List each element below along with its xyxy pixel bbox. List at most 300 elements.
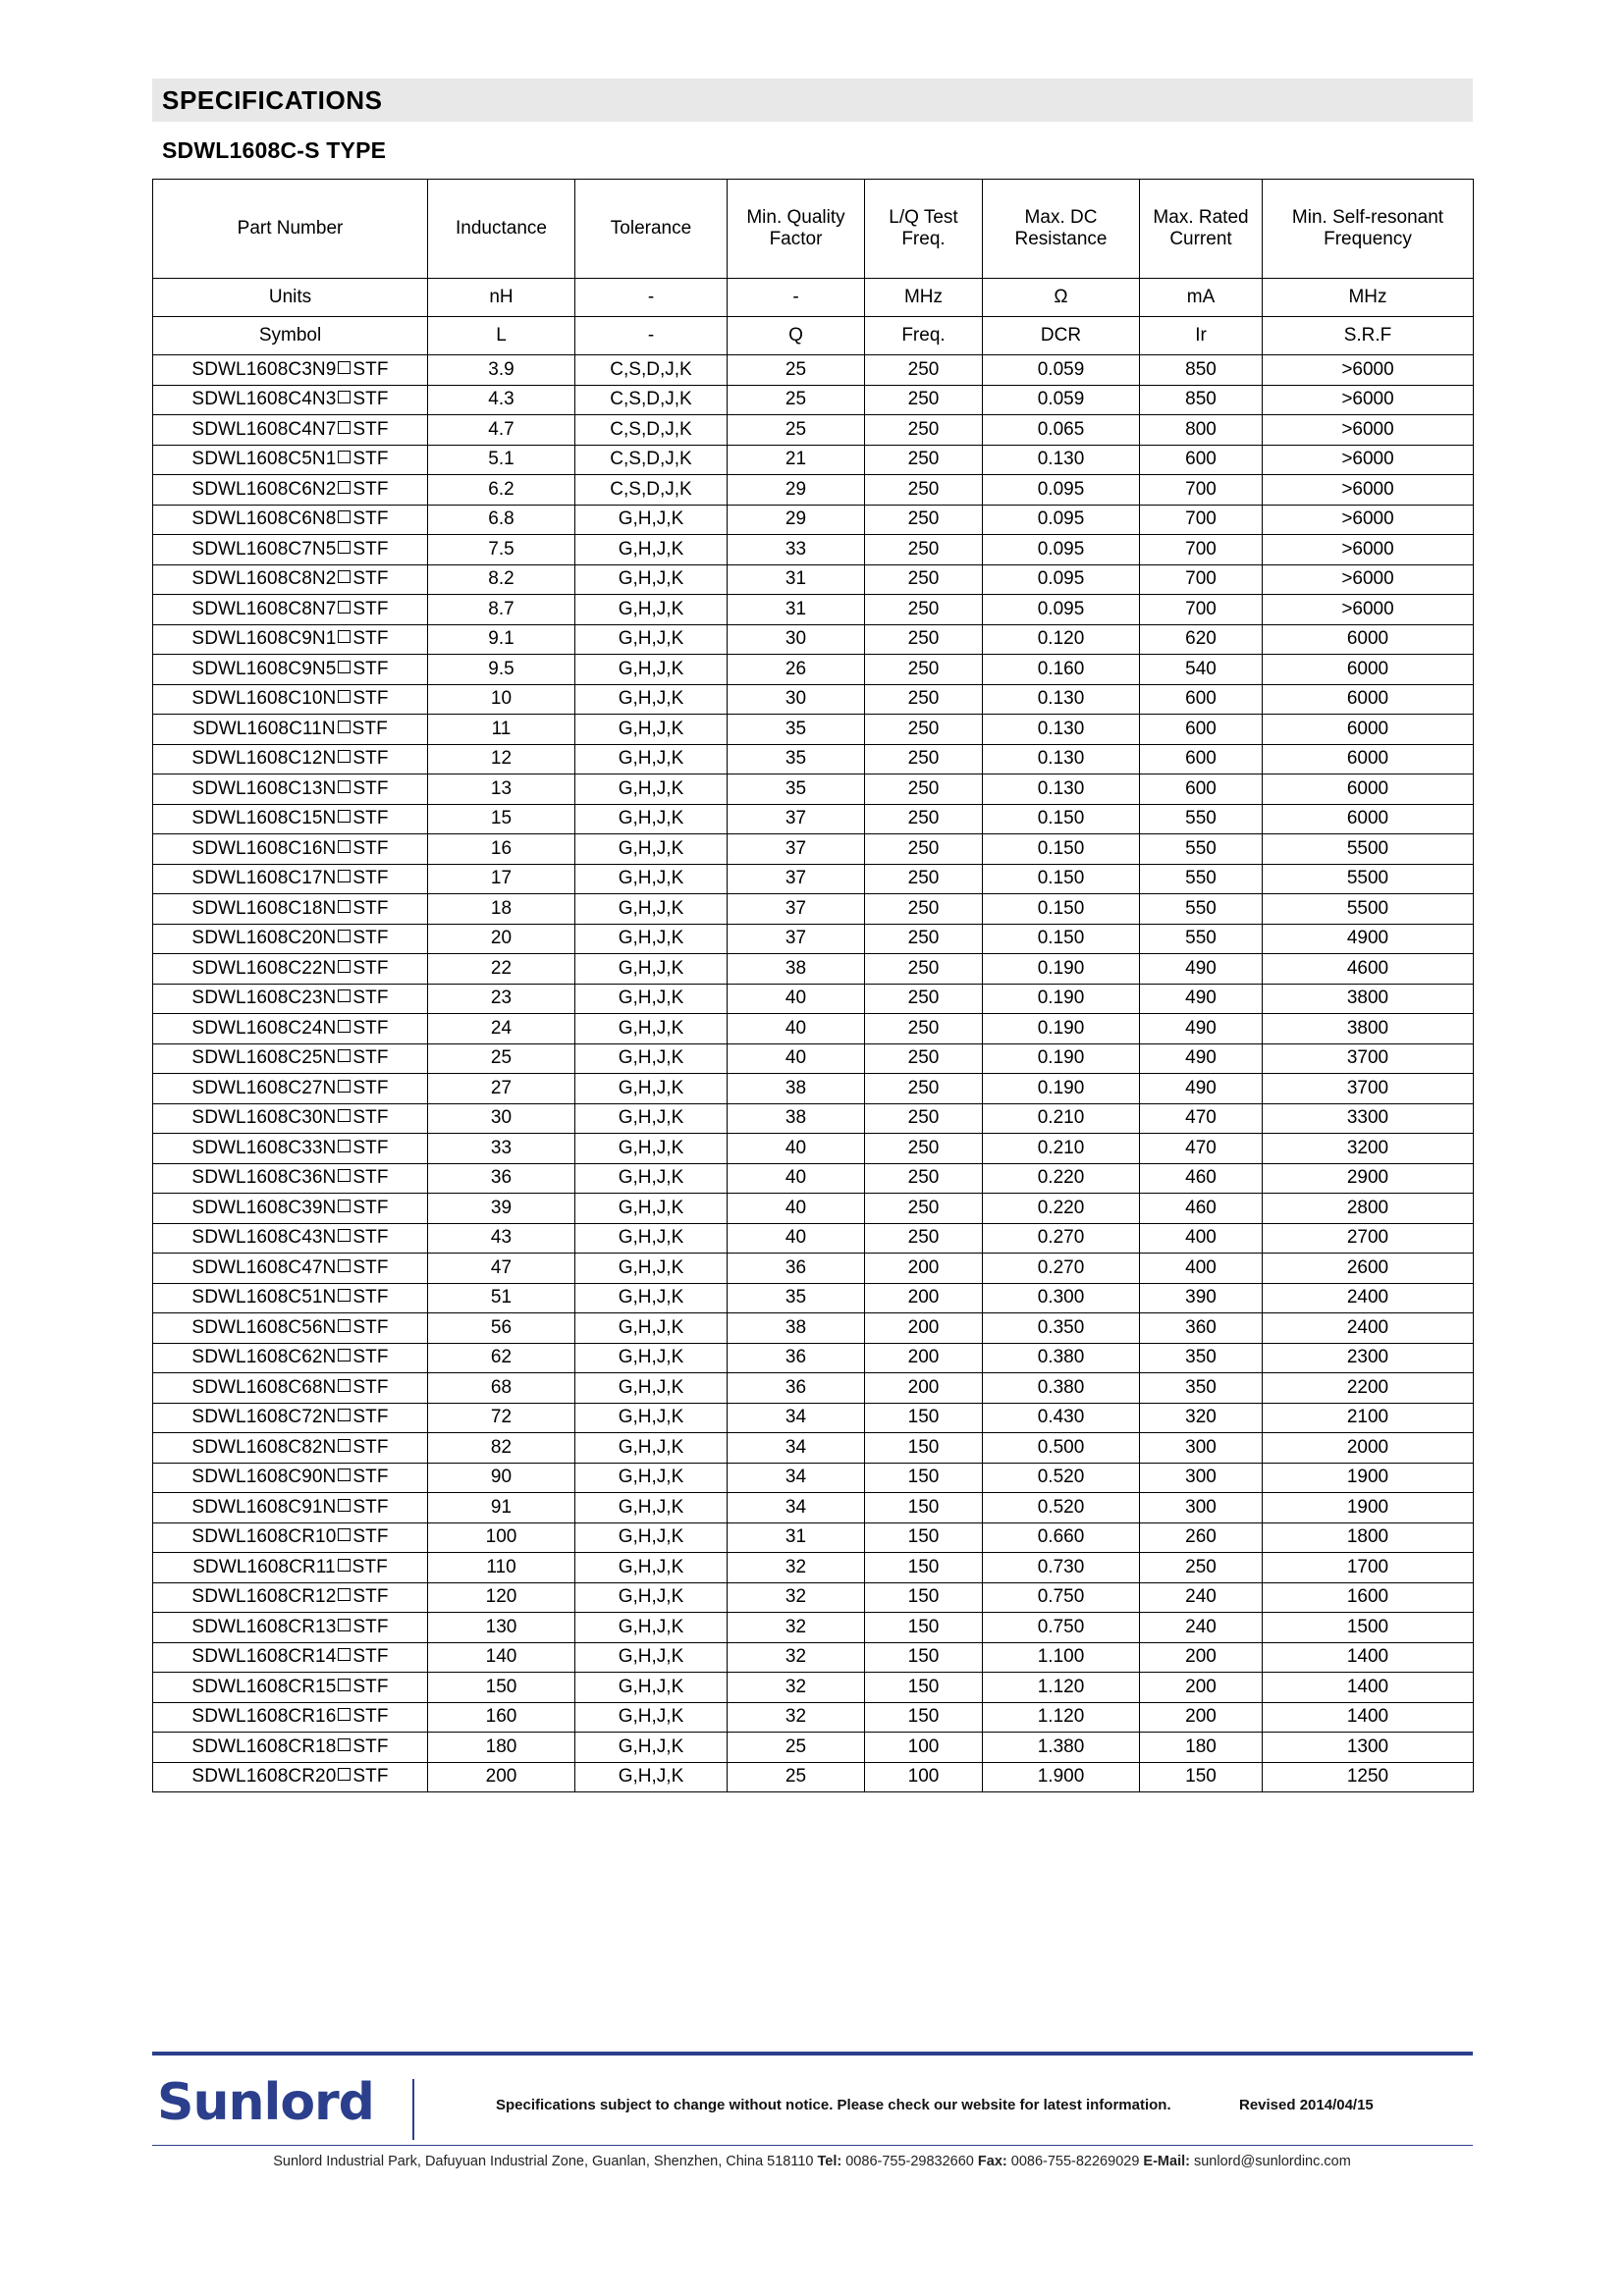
cell-tolerance: G,H,J,K: [575, 1403, 728, 1433]
part-number-prefix: SDWL1608C12N: [191, 748, 337, 770]
cell-inductance: 68: [428, 1373, 575, 1404]
cell-tolerance: G,H,J,K: [575, 564, 728, 595]
cell-tolerance: C,S,D,J,K: [575, 355, 728, 386]
part-number-prefix: SDWL1608C8N2: [191, 568, 337, 590]
part-number-suffix: STF: [352, 748, 389, 770]
cell-max-rated-current: 360: [1140, 1313, 1263, 1344]
cell-inductance: 25: [428, 1043, 575, 1074]
part-number-suffix: STF: [352, 1676, 389, 1697]
cell-max-rated-current: 460: [1140, 1163, 1263, 1194]
part-number-prefix: SDWL1608C3N9: [191, 358, 337, 380]
cell-min-quality-factor: 32: [728, 1613, 865, 1643]
cell-tolerance: C,S,D,J,K: [575, 475, 728, 506]
cell-lq-test-freq: 250: [865, 655, 983, 685]
part-number-prefix: SDWL1608C72N: [191, 1407, 337, 1428]
cell-tolerance: C,S,D,J,K: [575, 385, 728, 415]
cell-min-quality-factor: 38: [728, 1313, 865, 1344]
cell-lq-test-freq: 250: [865, 894, 983, 925]
cell-inductance: 12: [428, 744, 575, 774]
cell-tolerance: G,H,J,K: [575, 1134, 728, 1164]
cell-max-rated-current: 800: [1140, 415, 1263, 446]
part-number-prefix: SDWL1608CR14: [191, 1646, 337, 1668]
tolerance-placeholder-box-icon: [338, 930, 351, 942]
cell-max-rated-current: 700: [1140, 595, 1263, 625]
part-number-prefix: SDWL1608C56N: [191, 1316, 337, 1338]
cell-min-self-resonant-frequency: 2100: [1263, 1403, 1474, 1433]
cell-min-quality-factor: 34: [728, 1433, 865, 1464]
cell-max-rated-current: 320: [1140, 1403, 1263, 1433]
cell-inductance: 47: [428, 1254, 575, 1284]
cell-max-rated-current: 250: [1140, 1553, 1263, 1583]
cell-tolerance: G,H,J,K: [575, 535, 728, 565]
part-number-prefix: SDWL1608C51N: [191, 1287, 337, 1308]
cell-lq-test-freq: 100: [865, 1762, 983, 1792]
tolerance-placeholder-box-icon: [338, 750, 351, 763]
cell-inductance: 9.5: [428, 655, 575, 685]
cell-tolerance: G,H,J,K: [575, 804, 728, 834]
cell-tolerance: C,S,D,J,K: [575, 445, 728, 475]
table-row: [153, 1074, 1474, 1104]
part-number-prefix: SDWL1608C9N1: [191, 628, 337, 650]
part-number-prefix: SDWL1608C22N: [191, 957, 337, 979]
cell-min-self-resonant-frequency: 1900: [1263, 1463, 1474, 1493]
tolerance-placeholder-box-icon: [338, 840, 351, 853]
part-number-prefix: SDWL1608C47N: [191, 1256, 337, 1278]
cell-lq-test-freq: 250: [865, 1043, 983, 1074]
cell-inductance: 91: [428, 1493, 575, 1523]
cell-max-dc-resistance: 0.190: [983, 1074, 1140, 1104]
cell-min-quality-factor: 38: [728, 954, 865, 985]
symbol-label: Symbol: [153, 317, 428, 355]
cell-part-number: [153, 984, 428, 1014]
part-number-prefix: SDWL1608C15N: [191, 808, 337, 829]
cell-min-quality-factor: 31: [728, 1522, 865, 1553]
cell-inductance: 110: [428, 1553, 575, 1583]
cell-lq-test-freq: 250: [865, 1103, 983, 1134]
footer-vertical-divider: [412, 2079, 414, 2140]
part-number-suffix: STF: [352, 897, 389, 919]
cell-lq-test-freq: 200: [865, 1343, 983, 1373]
cell-part-number: [153, 1403, 428, 1433]
column-header-min-quality-factor: Min. Quality Factor: [728, 180, 865, 279]
cell-tolerance: G,H,J,K: [575, 1163, 728, 1194]
cell-part-number: [153, 1254, 428, 1284]
cell-part-number: [153, 535, 428, 565]
cell-min-quality-factor: 32: [728, 1673, 865, 1703]
cell-max-dc-resistance: 0.220: [983, 1194, 1140, 1224]
tolerance-placeholder-box-icon: [338, 1588, 351, 1601]
cell-lq-test-freq: 200: [865, 1283, 983, 1313]
table-row: [153, 1194, 1474, 1224]
cell-inductance: 3.9: [428, 355, 575, 386]
part-number-suffix: STF: [352, 688, 389, 710]
part-number-suffix: STF: [352, 868, 389, 889]
footer-revision-date: Revised 2014/04/15: [1239, 2097, 1374, 2113]
cell-lq-test-freq: 150: [865, 1433, 983, 1464]
cell-max-rated-current: 350: [1140, 1373, 1263, 1404]
part-number-prefix: SDWL1608C7N5: [191, 538, 337, 560]
symbol-dc-resistance: DCR: [983, 317, 1140, 355]
cell-min-self-resonant-frequency: 1600: [1263, 1582, 1474, 1613]
table-row: [153, 1493, 1474, 1523]
cell-max-dc-resistance: 0.120: [983, 624, 1140, 655]
table-row: [153, 715, 1474, 745]
part-number-suffix: STF: [352, 418, 389, 440]
cell-tolerance: G,H,J,K: [575, 1433, 728, 1464]
cell-min-self-resonant-frequency: 1800: [1263, 1522, 1474, 1553]
table-row: [153, 445, 1474, 475]
column-header-tolerance: Tolerance: [575, 180, 728, 279]
cell-min-quality-factor: 40: [728, 1014, 865, 1044]
cell-min-self-resonant-frequency: 3200: [1263, 1134, 1474, 1164]
cell-tolerance: G,H,J,K: [575, 1463, 728, 1493]
cell-part-number: [153, 1762, 428, 1792]
cell-min-quality-factor: 37: [728, 804, 865, 834]
cell-tolerance: G,H,J,K: [575, 595, 728, 625]
part-number-suffix: STF: [352, 988, 389, 1009]
cell-max-rated-current: 350: [1140, 1343, 1263, 1373]
cell-max-rated-current: 260: [1140, 1522, 1263, 1553]
cell-min-self-resonant-frequency: 6000: [1263, 684, 1474, 715]
cell-tolerance: G,H,J,K: [575, 1074, 728, 1104]
cell-max-rated-current: 200: [1140, 1673, 1263, 1703]
cell-min-self-resonant-frequency: 2800: [1263, 1194, 1474, 1224]
part-number-suffix: STF: [352, 1316, 389, 1338]
part-number-suffix: STF: [352, 449, 389, 470]
cell-lq-test-freq: 250: [865, 684, 983, 715]
part-number-prefix: SDWL1608C27N: [191, 1077, 337, 1098]
tolerance-placeholder-box-icon: [338, 1439, 351, 1452]
cell-max-dc-resistance: 1.380: [983, 1733, 1140, 1763]
table-row: [153, 1582, 1474, 1613]
cell-max-rated-current: 490: [1140, 954, 1263, 985]
cell-part-number: [153, 1582, 428, 1613]
tolerance-placeholder-box-icon: [338, 1200, 351, 1212]
table-row: [153, 385, 1474, 415]
units-test-freq: MHz: [865, 279, 983, 317]
cell-max-dc-resistance: 1.100: [983, 1642, 1140, 1673]
cell-tolerance: G,H,J,K: [575, 984, 728, 1014]
cell-min-self-resonant-frequency: 5500: [1263, 864, 1474, 894]
specifications-header-bar: [152, 79, 1473, 122]
cell-lq-test-freq: 250: [865, 564, 983, 595]
cell-inductance: 140: [428, 1642, 575, 1673]
part-number-prefix: SDWL1608C9N5: [191, 658, 337, 679]
cell-min-quality-factor: 40: [728, 1163, 865, 1194]
cell-max-dc-resistance: 0.130: [983, 715, 1140, 745]
part-number-prefix: SDWL1608C11N: [192, 718, 336, 739]
cell-min-self-resonant-frequency: 2900: [1263, 1163, 1474, 1194]
cell-max-rated-current: 400: [1140, 1223, 1263, 1254]
tolerance-placeholder-box-icon: [338, 810, 351, 823]
part-number-prefix: SDWL1608CR20: [191, 1766, 337, 1788]
cell-min-quality-factor: 40: [728, 1134, 865, 1164]
cell-max-rated-current: 550: [1140, 804, 1263, 834]
cell-inductance: 120: [428, 1582, 575, 1613]
cell-lq-test-freq: 250: [865, 1194, 983, 1224]
cell-min-self-resonant-frequency: 1900: [1263, 1493, 1474, 1523]
cell-part-number: [153, 445, 428, 475]
column-header-lq-test-freq: L/Q Test Freq.: [865, 180, 983, 279]
cell-part-number: [153, 1522, 428, 1553]
part-number-prefix: SDWL1608CR13: [191, 1616, 337, 1637]
cell-max-dc-resistance: 0.430: [983, 1403, 1140, 1433]
cell-min-quality-factor: 29: [728, 505, 865, 535]
cell-lq-test-freq: 150: [865, 1673, 983, 1703]
table-row: [153, 1283, 1474, 1313]
cell-lq-test-freq: 150: [865, 1553, 983, 1583]
cell-min-quality-factor: 30: [728, 624, 865, 655]
cell-tolerance: G,H,J,K: [575, 1014, 728, 1044]
cell-inductance: 33: [428, 1134, 575, 1164]
column-header-inductance: Inductance: [428, 180, 575, 279]
table-row: [153, 834, 1474, 865]
cell-min-quality-factor: 32: [728, 1582, 865, 1613]
cell-tolerance: G,H,J,K: [575, 1553, 728, 1583]
cell-min-quality-factor: 34: [728, 1493, 865, 1523]
cell-max-dc-resistance: 0.350: [983, 1313, 1140, 1344]
table-row: [153, 595, 1474, 625]
tolerance-placeholder-box-icon: [338, 989, 351, 1002]
cell-max-dc-resistance: 0.210: [983, 1103, 1140, 1134]
cell-part-number: [153, 1043, 428, 1074]
tolerance-placeholder-box-icon: [338, 1169, 351, 1182]
cell-max-rated-current: 550: [1140, 834, 1263, 865]
cell-tolerance: G,H,J,K: [575, 655, 728, 685]
tolerance-placeholder-box-icon: [338, 900, 351, 913]
part-number-suffix: STF: [352, 389, 389, 410]
part-number-suffix: STF: [352, 1616, 389, 1637]
cell-min-quality-factor: 35: [728, 1283, 865, 1313]
part-number-prefix: SDWL1608C20N: [191, 928, 337, 949]
part-number-prefix: SDWL1608C23N: [191, 988, 337, 1009]
cell-lq-test-freq: 250: [865, 595, 983, 625]
company-logo: Sunlord: [157, 2073, 374, 2132]
cell-min-self-resonant-frequency: 1400: [1263, 1642, 1474, 1673]
table-row: [153, 1163, 1474, 1194]
tolerance-placeholder-box-icon: [338, 1020, 351, 1033]
cell-lq-test-freq: 150: [865, 1403, 983, 1433]
table-row: [153, 1343, 1474, 1373]
cell-min-self-resonant-frequency: 3300: [1263, 1103, 1474, 1134]
cell-part-number: [153, 864, 428, 894]
part-number-prefix: SDWL1608C91N: [191, 1496, 337, 1518]
cell-min-self-resonant-frequency: 2200: [1263, 1373, 1474, 1404]
cell-max-rated-current: 850: [1140, 385, 1263, 415]
cell-max-dc-resistance: 0.660: [983, 1522, 1140, 1553]
part-number-suffix: STF: [352, 1137, 389, 1158]
cell-tolerance: G,H,J,K: [575, 1642, 728, 1673]
cell-inductance: 8.2: [428, 564, 575, 595]
part-number-suffix: STF: [352, 1706, 389, 1728]
cell-tolerance: G,H,J,K: [575, 1582, 728, 1613]
cell-tolerance: G,H,J,K: [575, 1103, 728, 1134]
tolerance-placeholder-box-icon: [338, 1409, 351, 1421]
part-number-suffix: STF: [352, 808, 389, 829]
part-number-prefix: SDWL1608C18N: [191, 897, 337, 919]
cell-part-number: [153, 415, 428, 446]
cell-max-rated-current: 470: [1140, 1103, 1263, 1134]
cell-max-rated-current: 490: [1140, 984, 1263, 1014]
cell-min-quality-factor: 34: [728, 1403, 865, 1433]
table-row: [153, 1642, 1474, 1673]
cell-min-quality-factor: 35: [728, 744, 865, 774]
cell-tolerance: G,H,J,K: [575, 1733, 728, 1763]
footer-fax-label: Fax:: [977, 2154, 1007, 2169]
table-row: [153, 924, 1474, 954]
cell-min-self-resonant-frequency: 1400: [1263, 1702, 1474, 1733]
table-row: [153, 1433, 1474, 1464]
cell-lq-test-freq: 250: [865, 475, 983, 506]
part-number-suffix: STF: [352, 1467, 389, 1488]
cell-inductance: 23: [428, 984, 575, 1014]
cell-inductance: 6.2: [428, 475, 575, 506]
cell-inductance: 7.5: [428, 535, 575, 565]
cell-part-number: [153, 1014, 428, 1044]
cell-max-dc-resistance: 0.130: [983, 744, 1140, 774]
cell-min-self-resonant-frequency: 4600: [1263, 954, 1474, 985]
cell-part-number: [153, 1313, 428, 1344]
cell-tolerance: G,H,J,K: [575, 1702, 728, 1733]
cell-min-quality-factor: 32: [728, 1702, 865, 1733]
part-number-prefix: SDWL1608C30N: [191, 1107, 337, 1129]
part-number-suffix: STF: [352, 1347, 389, 1368]
tolerance-placeholder-box-icon: [338, 1679, 351, 1691]
cell-max-rated-current: 850: [1140, 355, 1263, 386]
cell-min-quality-factor: 25: [728, 1733, 865, 1763]
cell-min-quality-factor: 31: [728, 564, 865, 595]
units-label: Units: [153, 279, 428, 317]
cell-inductance: 150: [428, 1673, 575, 1703]
cell-lq-test-freq: 250: [865, 715, 983, 745]
part-number-suffix: STF: [352, 538, 389, 560]
cell-inductance: 56: [428, 1313, 575, 1344]
cell-max-dc-resistance: 0.380: [983, 1343, 1140, 1373]
cell-min-quality-factor: 26: [728, 655, 865, 685]
part-number-prefix: SDWL1608C4N3: [191, 389, 337, 410]
table-row: [153, 1733, 1474, 1763]
cell-inductance: 4.7: [428, 415, 575, 446]
part-number-suffix: STF: [352, 1197, 389, 1218]
part-number-suffix: STF: [352, 957, 389, 979]
table-row: [153, 804, 1474, 834]
cell-min-self-resonant-frequency: 6000: [1263, 715, 1474, 745]
cell-min-self-resonant-frequency: >6000: [1263, 595, 1474, 625]
footer-fax-value: 0086-755-82269029: [1006, 2154, 1144, 2169]
cell-tolerance: C,S,D,J,K: [575, 415, 728, 446]
cell-tolerance: G,H,J,K: [575, 1522, 728, 1553]
part-number-suffix: STF: [352, 508, 389, 530]
cell-min-self-resonant-frequency: 3800: [1263, 1014, 1474, 1044]
cell-part-number: [153, 834, 428, 865]
cell-lq-test-freq: 250: [865, 1074, 983, 1104]
cell-inductance: 22: [428, 954, 575, 985]
cell-tolerance: G,H,J,K: [575, 1194, 728, 1224]
table-body: [153, 355, 1474, 1792]
tolerance-placeholder-box-icon: [338, 1229, 351, 1242]
cell-inductance: 160: [428, 1702, 575, 1733]
tolerance-placeholder-box-icon: [338, 1349, 351, 1362]
cell-min-self-resonant-frequency: 1700: [1263, 1553, 1474, 1583]
table-row: [153, 535, 1474, 565]
part-number-suffix: STF: [352, 837, 389, 859]
footer-top-rule: [152, 2052, 1473, 2056]
cell-max-dc-resistance: 0.190: [983, 1014, 1140, 1044]
cell-tolerance: G,H,J,K: [575, 1493, 728, 1523]
cell-min-self-resonant-frequency: 3800: [1263, 984, 1474, 1014]
cell-max-rated-current: 490: [1140, 1074, 1263, 1104]
cell-max-dc-resistance: 0.750: [983, 1613, 1140, 1643]
table-row: [153, 1373, 1474, 1404]
part-number-prefix: SDWL1608CR18: [191, 1735, 337, 1757]
cell-part-number: [153, 1103, 428, 1134]
cell-part-number: [153, 595, 428, 625]
cell-min-self-resonant-frequency: >6000: [1263, 535, 1474, 565]
cell-tolerance: G,H,J,K: [575, 1343, 728, 1373]
cell-max-rated-current: 490: [1140, 1014, 1263, 1044]
cell-max-dc-resistance: 0.730: [983, 1553, 1140, 1583]
cell-min-self-resonant-frequency: 6000: [1263, 774, 1474, 805]
cell-lq-test-freq: 150: [865, 1582, 983, 1613]
cell-tolerance: G,H,J,K: [575, 1673, 728, 1703]
cell-inductance: 18: [428, 894, 575, 925]
cell-min-self-resonant-frequency: 3700: [1263, 1074, 1474, 1104]
part-number-suffix: STF: [352, 478, 389, 500]
cell-min-quality-factor: 25: [728, 1762, 865, 1792]
symbol-self-resonant-frequency: S.R.F: [1263, 317, 1474, 355]
tolerance-placeholder-box-icon: [338, 601, 351, 614]
cell-min-self-resonant-frequency: 6000: [1263, 655, 1474, 685]
part-number-suffix: STF: [352, 1646, 389, 1668]
cell-max-dc-resistance: 0.095: [983, 475, 1140, 506]
part-number-suffix: STF: [352, 1077, 389, 1098]
cell-tolerance: G,H,J,K: [575, 1043, 728, 1074]
cell-min-quality-factor: 38: [728, 1074, 865, 1104]
tolerance-placeholder-box-icon: [338, 570, 351, 583]
cell-tolerance: G,H,J,K: [575, 834, 728, 865]
cell-max-rated-current: 150: [1140, 1762, 1263, 1792]
table-row: [153, 1014, 1474, 1044]
cell-part-number: [153, 924, 428, 954]
tolerance-placeholder-box-icon: [338, 421, 351, 434]
cell-min-self-resonant-frequency: >6000: [1263, 355, 1474, 386]
cell-tolerance: G,H,J,K: [575, 1283, 728, 1313]
cell-part-number: [153, 1074, 428, 1104]
table-row: [153, 505, 1474, 535]
units-quality-factor: -: [728, 279, 865, 317]
cell-min-quality-factor: 33: [728, 535, 865, 565]
cell-max-dc-resistance: 0.220: [983, 1163, 1140, 1194]
cell-lq-test-freq: 250: [865, 1014, 983, 1044]
cell-max-dc-resistance: 0.095: [983, 595, 1140, 625]
cell-part-number: [153, 774, 428, 805]
table-row: [153, 1673, 1474, 1703]
units-dc-resistance: Ω: [983, 279, 1140, 317]
cell-max-rated-current: 300: [1140, 1493, 1263, 1523]
cell-min-quality-factor: 36: [728, 1343, 865, 1373]
table-row: [153, 1463, 1474, 1493]
cell-max-rated-current: 620: [1140, 624, 1263, 655]
cell-max-dc-resistance: 0.300: [983, 1283, 1140, 1313]
cell-part-number: [153, 1433, 428, 1464]
cell-max-rated-current: 600: [1140, 715, 1263, 745]
tolerance-placeholder-box-icon: [338, 1619, 351, 1631]
cell-max-rated-current: 390: [1140, 1283, 1263, 1313]
cell-min-quality-factor: 25: [728, 415, 865, 446]
part-number-prefix: SDWL1608CR10: [191, 1526, 337, 1548]
cell-min-self-resonant-frequency: 2600: [1263, 1254, 1474, 1284]
cell-max-dc-resistance: 0.190: [983, 984, 1140, 1014]
